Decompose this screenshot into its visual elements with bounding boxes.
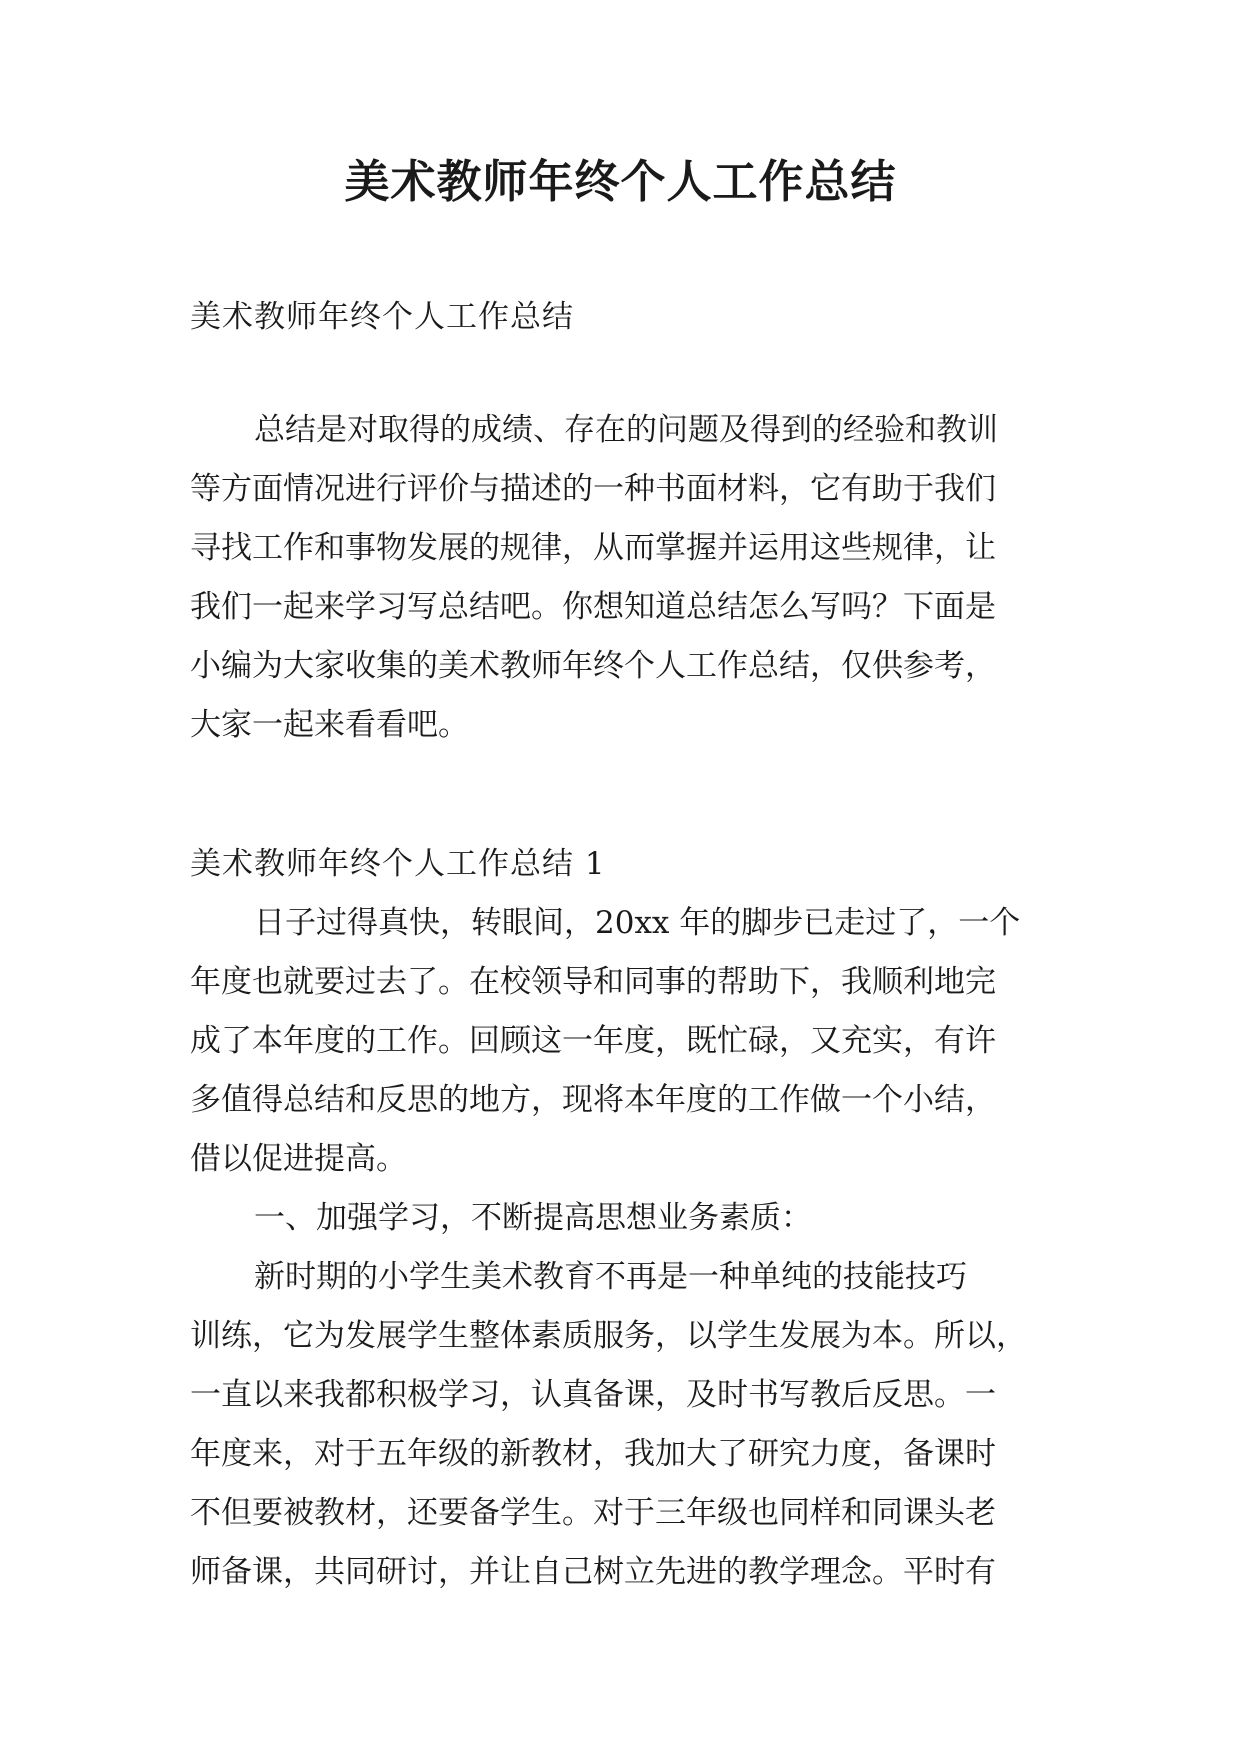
- body-line: 师备课，共同研讨，并让自己树立先进的教学理念。平时有: [190, 1554, 996, 1590]
- body-line: 训练，它为发展学生整体素质服务，以学生发展为本。所以，: [190, 1318, 1027, 1354]
- intro-line: 总结是对取得的成绩、存在的问题及得到的经验和教训: [254, 412, 998, 448]
- body-line: 多值得总结和反思的地方，现将本年度的工作做一个小结，: [190, 1082, 996, 1118]
- body-line: 成了本年度的工作。回顾这一年度，既忙碌，又充实，有许: [190, 1023, 996, 1059]
- body-line: 一直以来我都积极学习，认真备课，及时书写教后反思。一: [190, 1377, 996, 1413]
- intro-line: 等方面情况进行评价与描述的一种书面材料，它有助于我们: [190, 471, 996, 507]
- body-paragraph: [190, 1248, 1070, 1602]
- body-line: 不但要被教材，还要备学生。对于三年级也同样和同课头老: [190, 1495, 996, 1531]
- intro-line: 大家一起来看看吧。: [190, 707, 469, 743]
- document-title: 美术教师年终个人工作总结: [344, 155, 897, 208]
- body-paragraph: [190, 894, 1070, 1189]
- body-line: 日子过得真快，转眼间，20xx 年的脚步已走过了，一个: [254, 905, 1021, 941]
- intro-line: 我们一起来学习写总结吧。你想知道总结怎么写吗？下面是: [190, 589, 996, 625]
- body-line: 新时期的小学生美术教育不再是一种单纯的技能技巧: [254, 1259, 967, 1295]
- body-line: 年度也就要过去了。在校领导和同事的帮助下，我顺利地完: [190, 964, 996, 1000]
- point-heading: 一、加强学习，不断提高思想业务素质：: [254, 1200, 812, 1236]
- section-body: [190, 894, 1070, 1602]
- intro-paragraph: [190, 401, 1070, 755]
- section-heading: 美术教师年终个人工作总结 1: [190, 846, 606, 882]
- intro-line: 寻找工作和事物发展的规律，从而掌握并运用这些规律，让: [190, 530, 996, 566]
- intro-line: 小编为大家收集的美术教师年终个人工作总结，仅供参考，: [190, 648, 996, 684]
- document-subtitle: 美术教师年终个人工作总结: [190, 299, 574, 335]
- body-line: 借以促进提高。: [190, 1141, 407, 1177]
- body-line: 年度来，对于五年级的新教材，我加大了研究力度，备课时: [190, 1436, 996, 1472]
